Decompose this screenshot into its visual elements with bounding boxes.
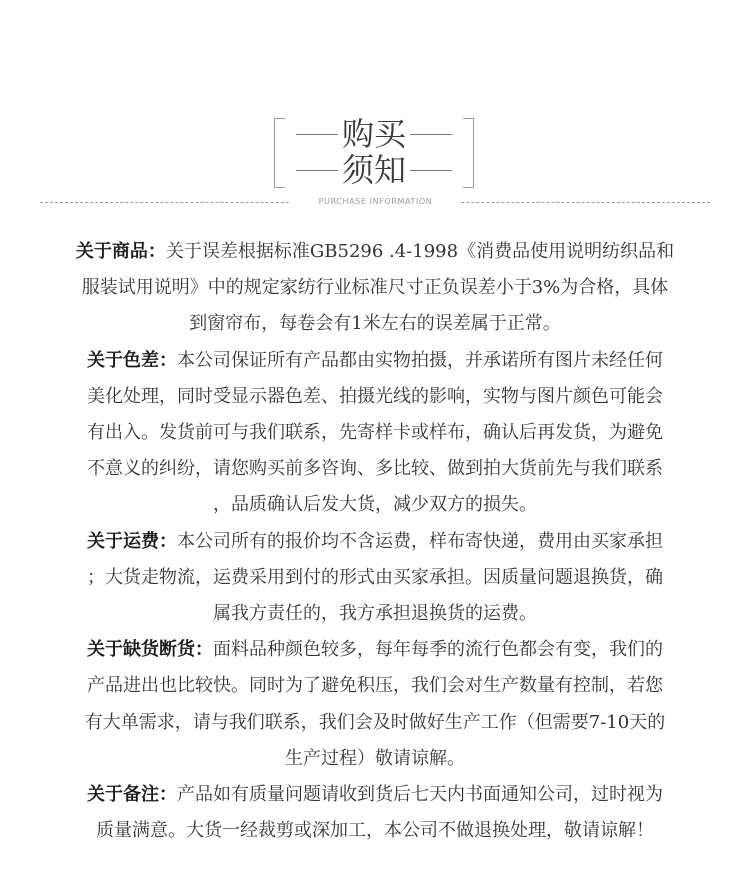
title-rule <box>296 134 338 135</box>
section-line <box>50 632 700 668</box>
section-line <box>50 343 700 379</box>
section-text: 面料品种颜色较多，每年每季的流行色都会有变，我们的 <box>213 639 663 661</box>
section-line <box>50 777 700 813</box>
section-line: ，品质确认后发大货，减少双方的损失。 <box>213 494 537 516</box>
page-title-line-2: 须知 <box>341 151 406 189</box>
left-bracket-decoration <box>274 118 285 188</box>
purchase-notes <box>50 234 700 849</box>
section-line: 有出入。发货前可与我们联系，先寄样卡或样布，确认后再发货，为避免 <box>87 422 663 444</box>
section-line: ；大货走物流，运费采用到付的形式由买家承担。因质量问题退换货，确 <box>87 566 663 588</box>
section-line: 有大单需求，请与我们联系，我们会及时做好生产工作（但需要7-10天的 <box>84 711 666 733</box>
title-block <box>0 112 751 192</box>
section-line: 不意义的纠纷，请您购买前多咨询、多比较、做到拍大货前先与我们联系 <box>87 458 663 480</box>
title-rule <box>410 134 452 135</box>
section-label: 关于缺货断货： <box>87 639 213 661</box>
section-line: 服装试用说明》中的规定家纺行业标准尺寸正负误差小于3%为合格，具体 <box>81 277 669 299</box>
page-title-line-1: 购买 <box>341 115 406 153</box>
section-line: 美化处理，同时受显示器色差、拍摄光线的影响，实物与图片颜色可能会 <box>87 385 663 407</box>
section-label: 关于商品： <box>75 241 166 262</box>
page-subtitle: PURCHASE INFORMATION <box>290 195 461 209</box>
section-line: 质量满意。大货一经裁剪或深加工，本公司不做退换处理，敬请谅解！ <box>96 820 654 842</box>
section-line: 属我方责任的，我方承担退换货的运费。 <box>213 603 537 625</box>
section-line <box>50 234 700 270</box>
section-text: 关于误差根据标准GB5296 .4-1998《消费品使用说明纺织品和 <box>165 241 675 262</box>
right-bracket-decoration <box>463 118 474 188</box>
section-line: 生产过程）敬请谅解。 <box>285 747 465 769</box>
section-text: 产品如有质量问题请收到货后七天内书面通知公司，过时视为 <box>177 784 663 806</box>
section-text: 本公司保证所有产品都由实物拍摄，并承诺所有图片未经任何 <box>177 349 663 371</box>
section-line <box>50 524 700 560</box>
title-rule <box>410 170 452 171</box>
section-label: 关于运费： <box>87 530 177 552</box>
section-shipping <box>50 524 700 633</box>
section-label: 关于备注： <box>87 784 177 806</box>
section-remarks <box>50 777 700 849</box>
section-out-of-stock <box>50 632 700 777</box>
title-rule <box>296 170 338 171</box>
section-line: 到窗帘布，每卷会有1米左右的误差属于正常。 <box>189 313 561 335</box>
section-line: 产品进出也比较快。同时为了避免积压，我们会对生产数量有控制，若您 <box>87 675 663 697</box>
section-text: 本公司所有的报价均不含运费，样布寄快递，费用由买家承担 <box>177 530 663 552</box>
section-label: 关于色差： <box>87 349 177 371</box>
section-product <box>50 234 700 343</box>
section-color-difference <box>50 343 700 524</box>
